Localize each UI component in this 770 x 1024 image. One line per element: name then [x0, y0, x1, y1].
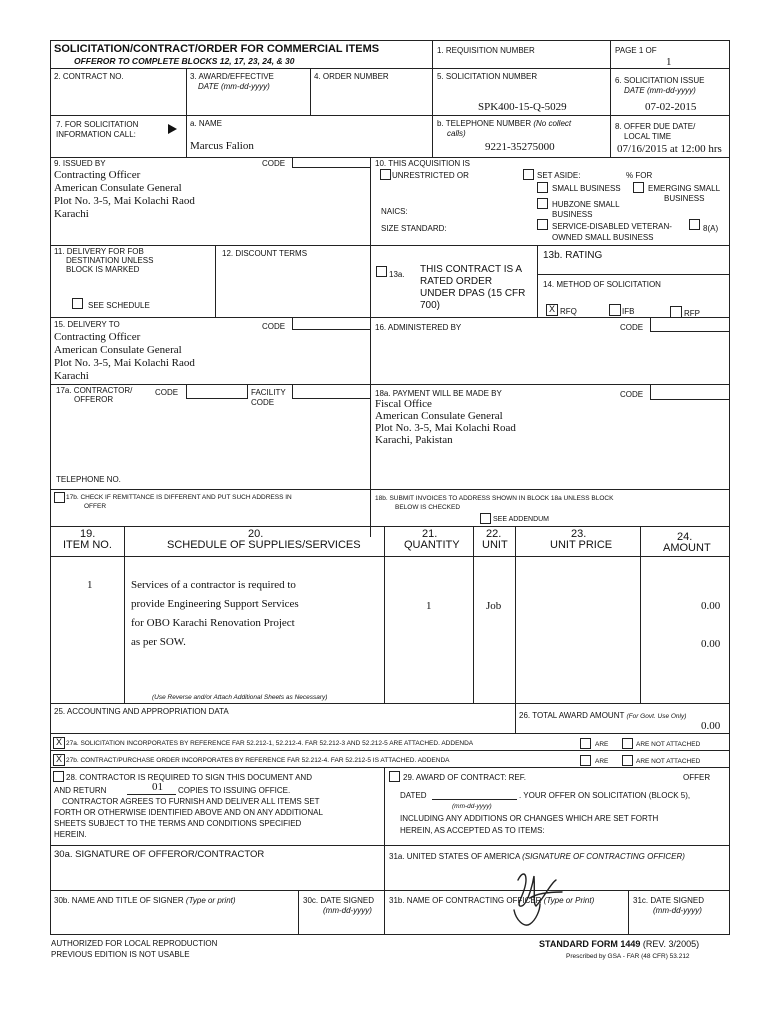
27a-text: 27a. SOLICITATION INCORPORATES BY REFERENCE FAR 52.212-1, 52.212-4. FAR 52.212-3 AND 52.212-5 ARE ATTACHED. ADDENDA — [66, 740, 474, 747]
rated-order-text-2: RATED ORDER — [420, 276, 493, 287]
27b-are-label: ARE — [595, 758, 609, 765]
col-21-num: 21. — [422, 528, 438, 540]
28-line-5: SHEETS SUBJECT TO THE TERMS AND CONDITIONS SPECIFIED — [54, 819, 302, 828]
issued-by-line-1: Contracting Officer — [54, 169, 141, 181]
administered-code-label: CODE — [620, 323, 644, 332]
page-label: PAGE 1 OF — [615, 46, 657, 55]
8a-checkbox[interactable] — [689, 219, 700, 230]
col-22-num: 22. — [486, 528, 502, 540]
award-date-sub: DATE (mm-dd-yyyy) — [198, 82, 270, 91]
telephone-no-label: TELEPHONE NO. — [56, 475, 121, 484]
contracting-officer-signature — [500, 858, 570, 930]
remittance-offer-label: OFFER — [84, 503, 107, 510]
col-24-num: 24. — [677, 531, 693, 543]
standard-form-label: STANDARD FORM 1449 (REV. 3/2005) — [539, 939, 700, 949]
col-schedule: SCHEDULE OF SUPPLIES/SERVICES — [167, 539, 361, 551]
submit-invoices-label: 18b. SUBMIT INVOICES TO ADDRESS SHOWN IN BLOCK 18a UNLESS BLOCK — [375, 495, 614, 502]
col-19-num: 19. — [80, 528, 96, 540]
solicitation-issue-label: 6. SOLICITATION ISSUE — [615, 76, 705, 85]
payment-label: 18a. PAYMENT WILL BE MADE BY — [375, 389, 502, 398]
issued-by-code-box[interactable] — [292, 157, 370, 168]
30c-label: 30c. DATE SIGNED — [303, 896, 374, 905]
contract-no-label: 2. CONTRACT NO. — [54, 72, 124, 81]
27b-are-checkbox[interactable] — [580, 755, 591, 766]
27a-checkbox[interactable]: X — [53, 737, 65, 749]
27a-are-label: ARE — [595, 741, 609, 748]
payment-line-4: Karachi, Pakistan — [375, 434, 453, 446]
col-amount: AMOUNT — [663, 542, 711, 554]
prescribed-by: Prescribed by GSA - FAR (48 CFR) 53.212 — [566, 953, 690, 960]
30b-label: 30b. NAME AND TITLE OF SIGNER (Type or print) — [54, 896, 236, 905]
delivery-to-label: 15. DELIVERY TO — [54, 320, 120, 329]
sdvosb-checkbox[interactable] — [537, 219, 548, 230]
item-number: 1 — [87, 579, 93, 591]
29-line-3: INCLUDING ANY ADDITIONS OR CHANGES WHICH ARE SET FORTH — [400, 814, 659, 823]
contractor-label: 17a. CONTRACTOR/ — [56, 386, 133, 395]
page-total: 1 — [666, 56, 672, 68]
accounting-label: 25. ACCOUNTING AND APPROPRIATION DATA — [54, 707, 229, 716]
28-line-3: CONTRACTOR AGREES TO FURNISH AND DELIVER ALL ITEMS SET — [62, 797, 320, 806]
28-line-6: HEREIN. — [54, 830, 87, 839]
acquisition-label: 10. THIS ACQUISITION IS — [375, 159, 470, 168]
small-business-label: SMALL BUSINESS — [552, 184, 621, 193]
31a-label: 31a. UNITED STATES OF AMERICA (SIGNATURE OF CONTRACTING OFFICER) — [389, 852, 685, 861]
28-copies-value: 01 — [152, 781, 163, 793]
solicitation-number-label: 5. SOLICITATION NUMBER — [437, 72, 538, 81]
delivery-to-line-1: Contracting Officer — [54, 331, 141, 343]
size-standard-label: SIZE STANDARD: — [381, 224, 447, 233]
27b-checkbox[interactable]: X — [53, 754, 65, 766]
order-number-label: 4. ORDER NUMBER — [314, 72, 389, 81]
8a-label: 8(A) — [703, 224, 719, 233]
name-value: Marcus Falion — [190, 140, 254, 152]
29-dated-underline — [432, 799, 517, 800]
see-schedule-checkbox[interactable] — [72, 298, 83, 309]
delivery-to-line-2: American Consulate General — [54, 344, 182, 356]
below-checked-label: BELOW IS CHECKED — [395, 504, 461, 511]
31b-label: 31b. NAME OF CONTRACTING OFFICER (Type or Print) — [389, 896, 595, 905]
arrow-right-icon — [168, 124, 177, 134]
offeror-label: OFFEROR — [74, 395, 114, 404]
29-dated-label: DATED — [400, 791, 427, 800]
item-amount-1: 0.00 — [701, 600, 721, 612]
award-date-label: 3. AWARD/EFFECTIVE — [190, 72, 274, 81]
method-label: 14. METHOD OF SOLICITATION — [543, 280, 661, 289]
rfq-checkbox[interactable]: X — [546, 304, 558, 316]
naics-label: NAICS: — [381, 207, 408, 216]
29-date-format: (mm-dd-yyyy) — [452, 803, 492, 810]
31c-format: (mm-dd-yyyy) — [653, 906, 702, 915]
telephone-value: 9221-35275000 — [485, 141, 555, 153]
28-return-label: AND RETURN — [54, 786, 107, 795]
delivery-to-code-label: CODE — [262, 322, 286, 331]
delivery-fob-label: 11. DELIVERY FOR FOB — [54, 247, 144, 256]
29-your-offer: . YOUR OFFER ON SOLICITATION (BLOCK 5), — [519, 791, 691, 800]
item-unit: Job — [486, 600, 502, 612]
see-addendum-label: SEE ADDENDUM — [493, 516, 550, 523]
27a-are-checkbox[interactable] — [580, 738, 591, 749]
form-title: SOLICITATION/CONTRACT/ORDER FOR COMMERCIAL ITEMS — [54, 43, 380, 55]
delivery-to-code-box[interactable] — [292, 317, 370, 330]
administered-by-label: 16. ADMINISTERED BY — [375, 323, 462, 332]
facility-label: FACILITY — [251, 388, 286, 397]
sdvosb-label: SERVICE-DISABLED VETERAN- — [552, 222, 672, 231]
item-desc-1: Services of a contractor is required to — [131, 579, 296, 591]
27b-are-not-label: ARE NOT ATTACHED — [636, 758, 701, 765]
offer-due-label: 8. OFFER DUE DATE/ — [615, 122, 696, 131]
payment-line-3: Plot No. 3-5, Mai Kolachi Road — [375, 422, 516, 434]
footer-previous-edition: PREVIOUS EDITION IS NOT USABLE — [51, 950, 190, 959]
small-business-checkbox[interactable] — [537, 182, 548, 193]
contractor-code-label: CODE — [155, 388, 179, 397]
27a-are-not-label: ARE NOT ATTACHED — [636, 741, 701, 748]
sdvosb-label-2: OWNED SMALL BUSINESS — [552, 233, 654, 242]
for-solicitation-label: 7. FOR SOLICITATION — [56, 120, 139, 129]
solicitation-issue-value: 07-02-2015 — [645, 101, 697, 113]
payment-code-label: CODE — [620, 390, 644, 399]
issued-by-line-3: Plot No. 3-5, Mai Kolachi Raod — [54, 195, 195, 207]
hubzone-checkbox[interactable] — [537, 198, 548, 209]
rfq-label: RFQ — [560, 307, 577, 316]
telephone-label: b. TELEPHONE NUMBER (No collect — [437, 119, 572, 128]
rated-order-text-4: 700) — [420, 300, 441, 311]
col-unit: UNIT — [482, 539, 508, 551]
item-desc-4: as per SOW. — [131, 636, 186, 648]
emerging-small-label: EMERGING SMALL — [648, 184, 721, 193]
col-23-num: 23. — [571, 528, 587, 540]
block-13a-label: 13a. — [389, 270, 405, 279]
29-checkbox[interactable] — [389, 771, 400, 782]
footer-authorized: AUTHORIZED FOR LOCAL REPRODUCTION — [51, 939, 218, 948]
percent-for-label: % FOR — [626, 171, 653, 180]
payment-line-2: American Consulate General — [375, 410, 503, 422]
rfp-label: RFP — [684, 309, 700, 318]
col-item-no: ITEM NO. — [63, 539, 112, 551]
28-checkbox[interactable] — [53, 771, 64, 782]
27b-text: 27b. CONTRACT/PURCHASE ORDER INCORPORATES BY REFERENCE FAR 52.212-4. FAR 52.212-5 IS ATTACHED. ADDENDA — [66, 757, 450, 764]
item-quantity: 1 — [426, 600, 432, 612]
discount-terms-label: 12. DISCOUNT TERMS — [222, 249, 308, 258]
payment-line-1: Fiscal Office — [375, 398, 432, 410]
27b-are-not-checkbox[interactable] — [622, 755, 633, 766]
delivery-to-line-4: Karachi — [54, 370, 89, 382]
28-copies-underline — [127, 794, 176, 795]
29-line-1: 29. AWARD OF CONTRACT: REF. — [403, 773, 526, 782]
solicitation-issue-sub: DATE (mm-dd-yyyy) — [624, 86, 696, 95]
contractor-code-box[interactable] — [186, 384, 248, 399]
administered-code-box[interactable] — [650, 317, 729, 332]
col-unit-price: UNIT PRICE — [550, 539, 613, 551]
29-offer-label: OFFER — [683, 773, 711, 782]
28-line-1: 28. CONTRACTOR IS REQUIRED TO SIGN THIS DOCUMENT AND — [66, 773, 312, 782]
solicitation-number-value: SPK400-15-Q-5029 — [478, 101, 567, 113]
form-subtitle: OFFEROR TO COMPLETE BLOCKS 12, 17, 23, 24, & 30 — [74, 56, 295, 66]
offer-due-value: 07/16/2015 at 12:00 hrs — [617, 143, 722, 155]
set-aside-checkbox[interactable] — [523, 169, 534, 180]
hubzone-business-label: BUSINESS — [552, 210, 593, 219]
28-copies-label: COPIES TO ISSUING OFFICE. — [178, 786, 291, 795]
rating-label: 13b. RATING — [543, 250, 603, 261]
item-amount-2: 0.00 — [701, 638, 721, 650]
reverse-note: (Use Reverse and/or Attach Additional Sheets as Necessary) — [152, 694, 328, 701]
rated-order-text-1: THIS CONTRACT IS A — [420, 264, 523, 275]
ifb-label: IFB — [622, 307, 635, 316]
27a-are-not-checkbox[interactable] — [622, 738, 633, 749]
see-schedule-label: SEE SCHEDULE — [88, 301, 150, 310]
ifb-checkbox[interactable] — [609, 304, 621, 316]
delivery-fob-label-2: DESTINATION UNLESS — [66, 256, 154, 265]
emerging-business-label: BUSINESS — [664, 194, 705, 203]
emerging-small-checkbox[interactable] — [633, 182, 644, 193]
28-line-4: FORTH OR OTHERWISE IDENTIFIED ABOVE AND ON ANY ADDITIONAL — [54, 808, 323, 817]
rated-order-text-3: UNDER DPAS (15 CFR — [420, 288, 526, 299]
telephone-note: calls) — [447, 129, 466, 138]
29-line-4: HEREIN, AS ACCEPTED AS TO ITEMS: — [400, 826, 545, 835]
unrestricted-label: UNRESTRICTED OR — [392, 171, 469, 180]
hubzone-label: HUBZONE SMALL — [552, 200, 620, 209]
30a-label: 30a. SIGNATURE OF OFFEROR/CONTRACTOR — [54, 849, 265, 860]
requisition-number-label: 1. REQUISITION NUMBER — [437, 46, 535, 55]
delivery-fob-label-3: BLOCK IS MARKED — [66, 265, 140, 274]
set-aside-label: SET ASIDE: — [537, 171, 581, 180]
remittance-label: 17b. CHECK IF REMITTANCE IS DIFFERENT AND PUT SUCH ADDRESS IN — [66, 494, 292, 501]
issued-by-code-label: CODE — [262, 159, 286, 168]
unrestricted-checkbox[interactable] — [380, 169, 391, 180]
30c-format: (mm-dd-yyyy) — [323, 906, 372, 915]
local-time-label: LOCAL TIME — [624, 132, 672, 141]
col-20-num: 20. — [248, 528, 264, 540]
info-call-label: INFORMATION CALL: — [56, 130, 136, 139]
name-label: a. NAME — [190, 119, 223, 128]
remittance-checkbox[interactable] — [54, 492, 65, 503]
31c-label: 31c. DATE SIGNED — [633, 896, 704, 905]
facility-code-label: CODE — [251, 398, 275, 407]
see-addendum-checkbox[interactable] — [480, 513, 491, 524]
issued-by-label: 9. ISSUED BY — [54, 159, 106, 168]
issued-by-line-4: Karachi — [54, 208, 89, 220]
total-award-value: 0.00 — [701, 720, 721, 732]
delivery-to-line-3: Plot No. 3-5, Mai Kolachi Raod — [54, 357, 195, 369]
payment-code-box[interactable] — [650, 384, 729, 400]
item-desc-2: provide Engineering Support Services — [131, 598, 299, 610]
col-quantity: QUANTITY — [404, 539, 460, 551]
facility-code-box[interactable] — [292, 384, 370, 399]
item-desc-3: for OBO Karachi Renovation Project — [131, 617, 295, 629]
issued-by-line-2: American Consulate General — [54, 182, 182, 194]
total-award-label: 26. TOTAL AWARD AMOUNT (For Govt. Use Only) — [519, 711, 687, 720]
rated-order-checkbox[interactable] — [376, 266, 387, 277]
